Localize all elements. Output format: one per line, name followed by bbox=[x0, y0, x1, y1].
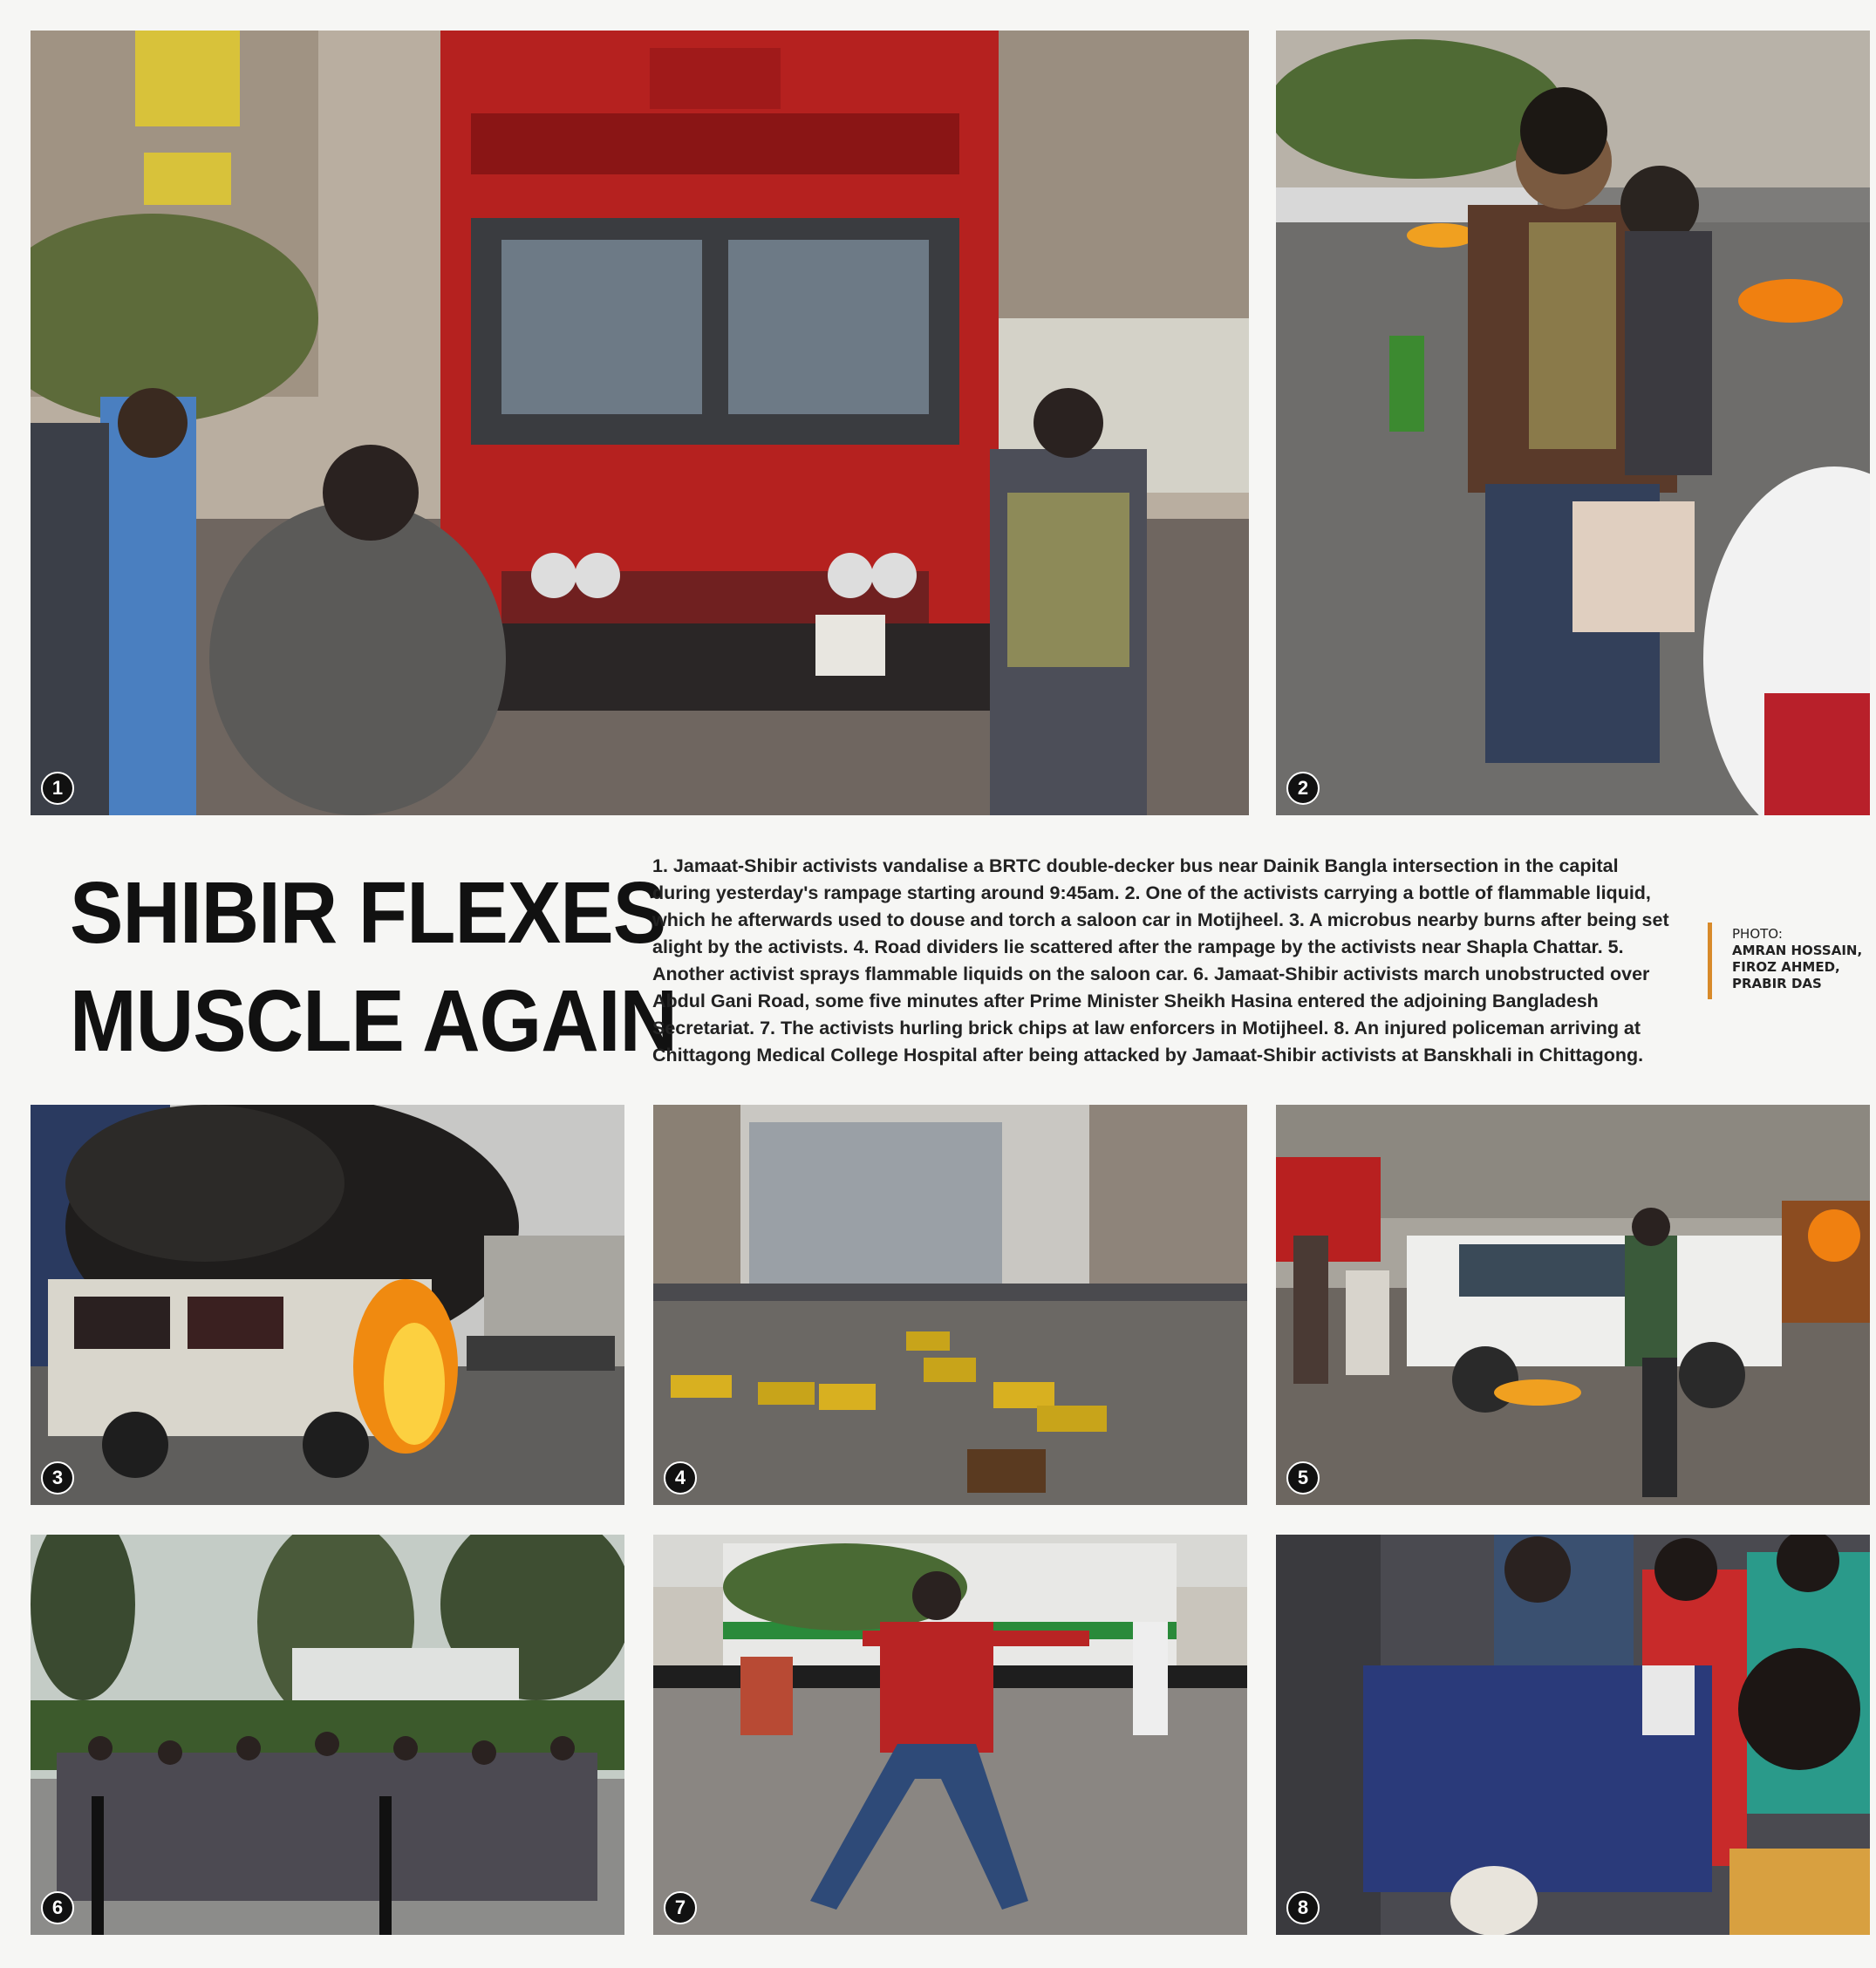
photo-number-badge: 8 bbox=[1286, 1891, 1320, 1924]
photo-number-badge: 1 bbox=[41, 772, 74, 805]
photo-number-badge: 3 bbox=[41, 1461, 74, 1495]
photo-number-badge: 4 bbox=[664, 1461, 697, 1495]
headline bbox=[70, 859, 677, 1075]
photo-number-badge: 6 bbox=[41, 1891, 74, 1924]
credit-name-3: PRABIR DAS bbox=[1732, 976, 1822, 991]
photo-1-bus-vandalism bbox=[31, 31, 1249, 815]
photo-8-injured-policeman bbox=[1276, 1535, 1870, 1935]
photo-6-activists-march bbox=[31, 1535, 624, 1935]
headline-line-2: MUSCLE AGAIN bbox=[70, 972, 677, 1070]
photo-credit bbox=[1732, 926, 1876, 992]
photo-5-spraying-car bbox=[1276, 1105, 1870, 1505]
headline-line-1: SHIBIR FLEXES bbox=[70, 864, 666, 962]
photo-7-hurling-brick-chips bbox=[653, 1535, 1247, 1935]
photo-number-badge: 2 bbox=[1286, 772, 1320, 805]
photo-2-activist-with-bottle bbox=[1276, 31, 1870, 815]
photo-4-scattered-dividers bbox=[653, 1105, 1247, 1505]
credit-divider bbox=[1708, 923, 1712, 999]
photo-captions: 1. Jamaat-Shibir activists vandalise a BRTC double-decker bus near Dainik Bangla intersection in the capital during yesterday's rampage starting around 9:45am. 2. One of the activists carrying a bottle of flammable liquid, which he afterwards used to douse and torch a saloon car in Motijheel. 3. A microbus nearby burns after being set alight by the activists. 4. Road dividers lie scattered after the rampage by the activists near Shapla Chattar. 5. Another activist sprays flammable liquids on the saloon car. 6. Jamaat-Shibir activists march unobstructed over Abdul Gani Road, some five minutes after Prime Minister Sheikh Hasina entered the adjoining Bangladesh Secretariat. 7. The activists hurling brick chips at law enforcers in Motijheel. 8. An injured policeman arriving at Chittagong Medical College Hospital after being attacked by Jamaat-Shibir activists at Banskhali in Chittagong. bbox=[652, 855, 1669, 1066]
credit-name-1: AMRAN HOSSAIN, bbox=[1732, 943, 1863, 958]
credit-name-2: FIROZ AHMED, bbox=[1732, 959, 1840, 975]
photo-3-burning-microbus bbox=[31, 1105, 624, 1505]
credit-label: PHOTO: bbox=[1732, 926, 1783, 942]
photo-number-badge: 5 bbox=[1286, 1461, 1320, 1495]
photo-number-badge: 7 bbox=[664, 1891, 697, 1924]
